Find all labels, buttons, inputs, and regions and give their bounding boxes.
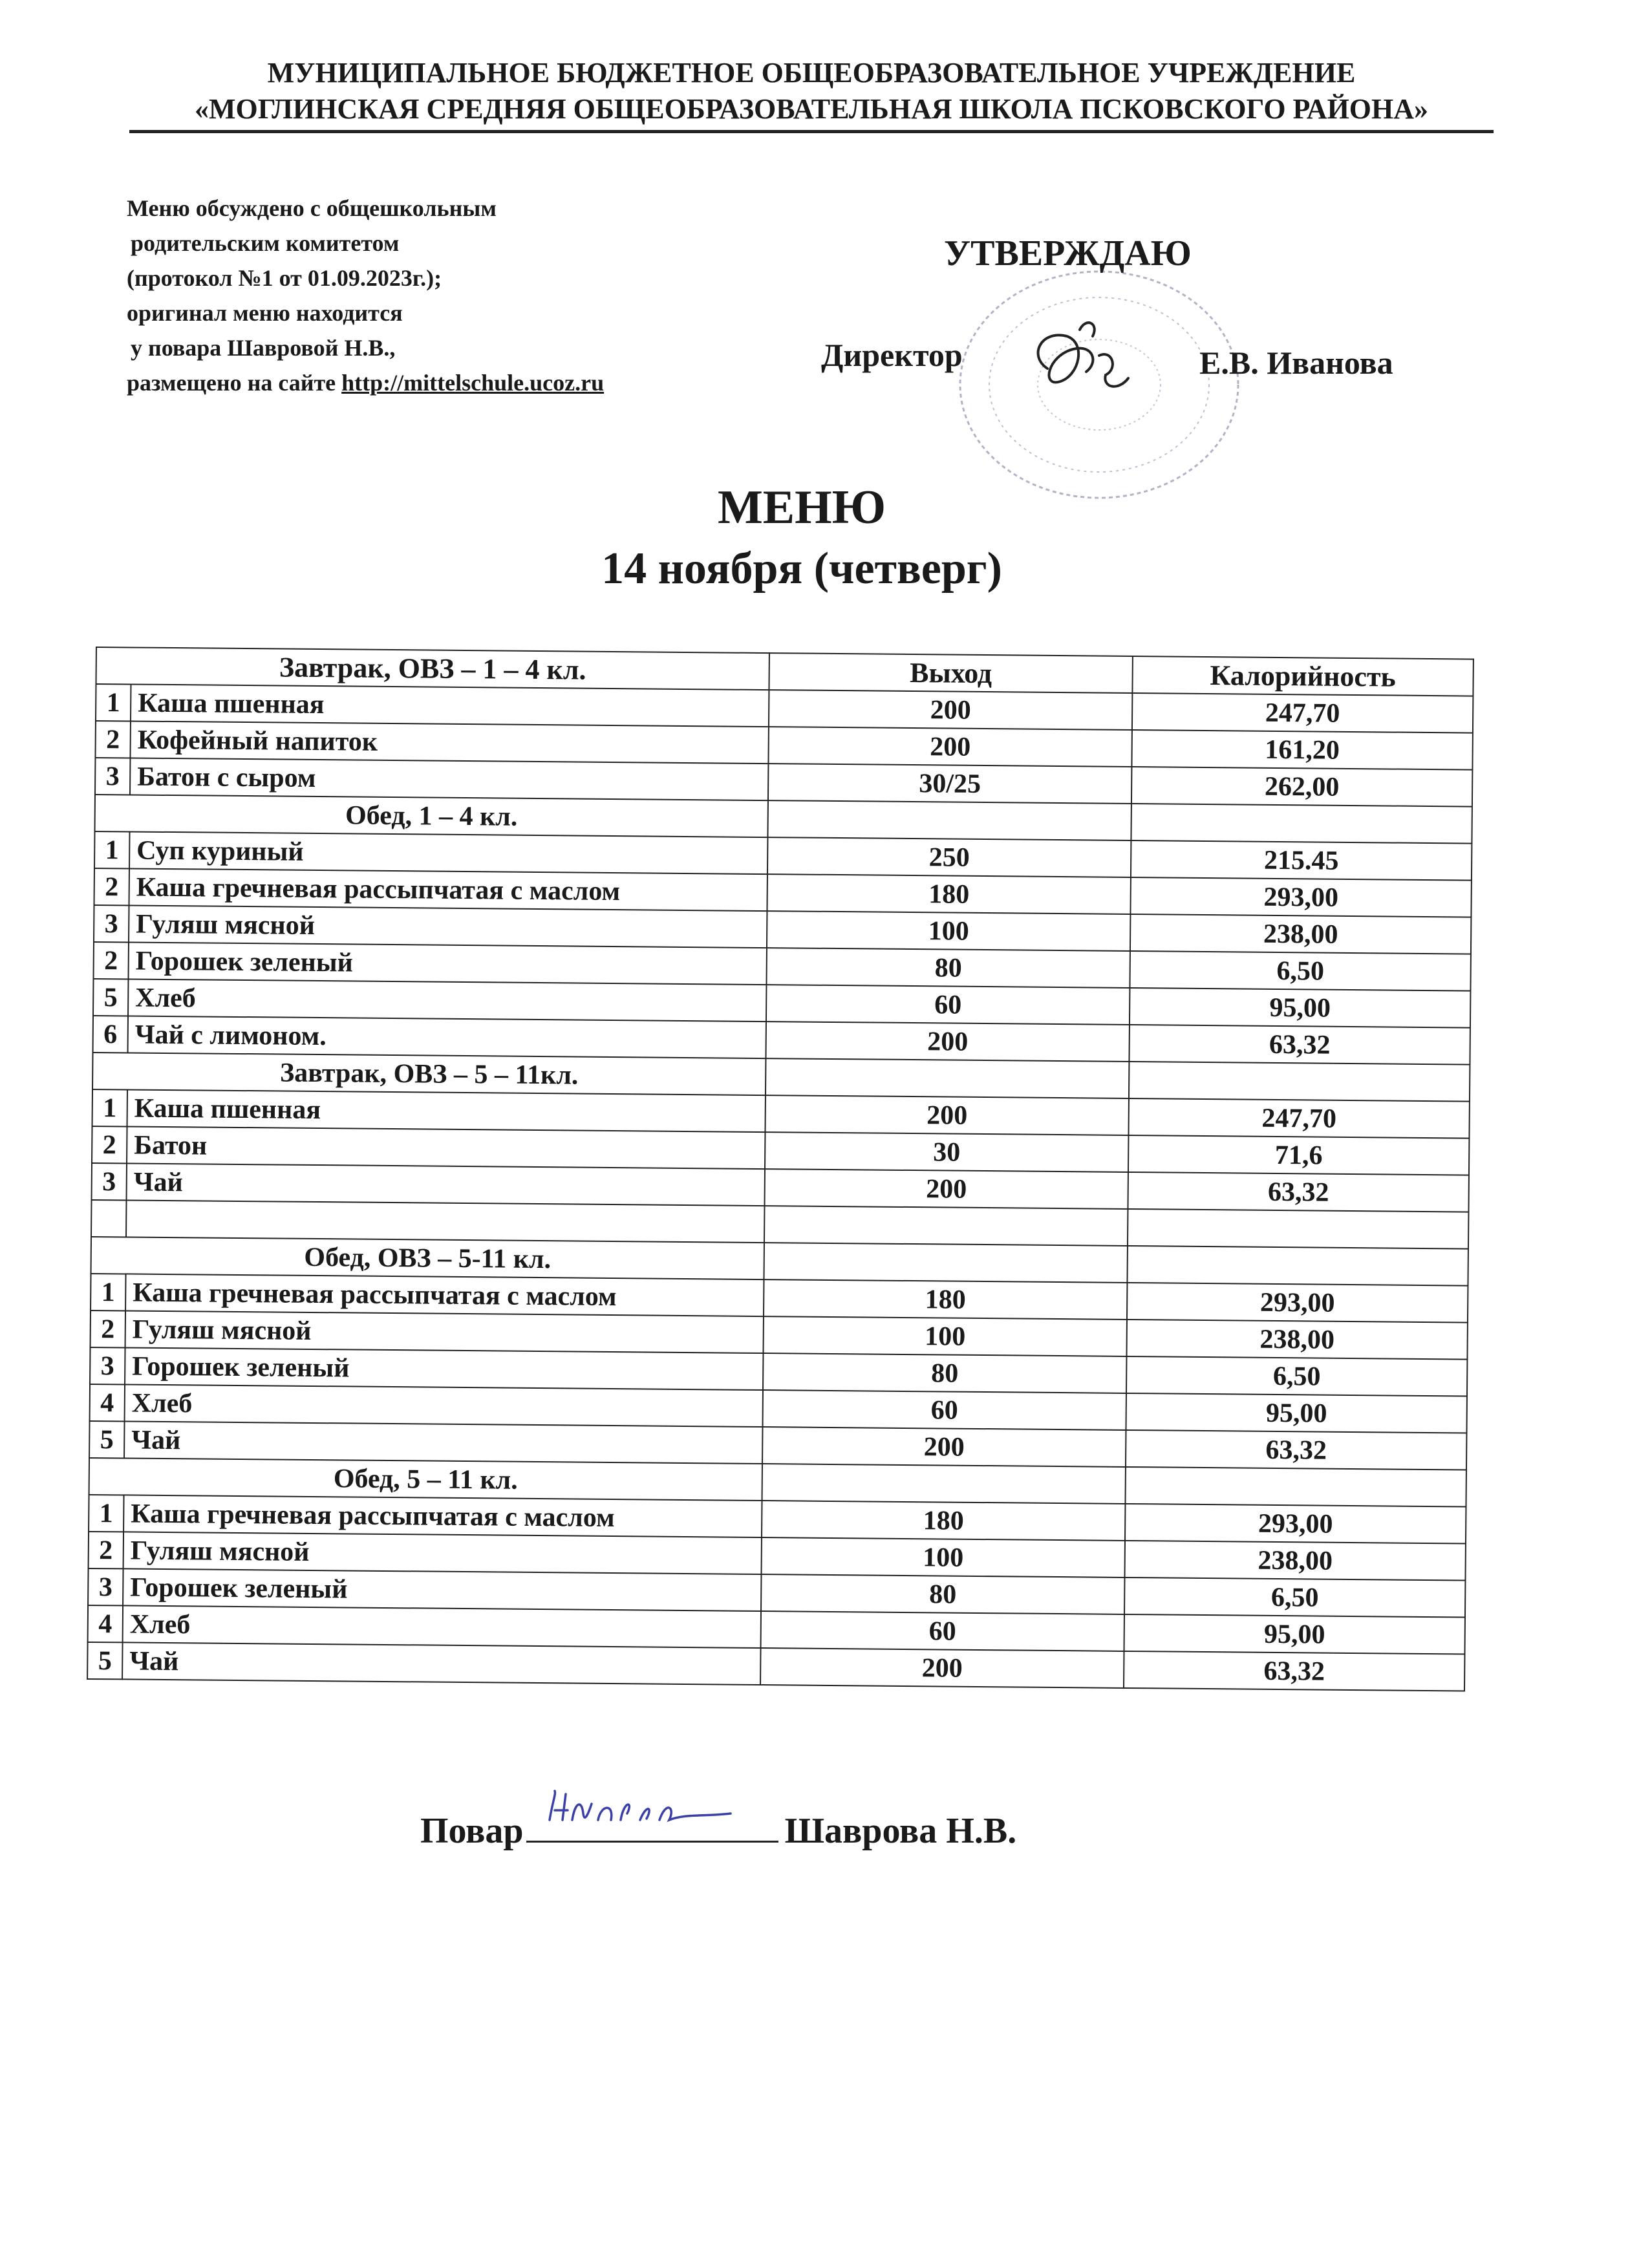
- item-number: 5: [87, 1642, 122, 1679]
- item-number: 1: [96, 684, 131, 721]
- institution-header: [129, 55, 1494, 127]
- section-title: Завтрак, ОВЗ – 1 – 4 кл.: [96, 647, 769, 690]
- dish-name: Чай с лимоном.: [128, 1016, 766, 1058]
- dish-output: [764, 1206, 1128, 1246]
- dish-name: Каша гречневая рассыпчатая с маслом: [125, 1274, 764, 1316]
- dish-calories: 6,50: [1126, 1356, 1467, 1396]
- dish-calories: 238,00: [1124, 1541, 1465, 1581]
- dish-output: 180: [764, 1279, 1127, 1320]
- empty-cell: [767, 800, 1131, 840]
- item-number: 2: [94, 868, 129, 905]
- item-number: 4: [90, 1384, 125, 1421]
- dish-name: Чай: [127, 1163, 765, 1206]
- dish-output: 200: [760, 1648, 1124, 1688]
- empty-cell: [766, 1058, 1129, 1098]
- dish-name: Гуляш мясной: [123, 1532, 762, 1574]
- item-number: 1: [92, 1089, 127, 1126]
- dish-name: Чай: [124, 1421, 762, 1464]
- dish-name: Чай: [122, 1642, 760, 1685]
- dish-calories: 293,00: [1130, 877, 1471, 917]
- director-name: Е.В. Иванова: [1199, 345, 1393, 381]
- empty-cell: [1127, 1246, 1468, 1286]
- dish-name: Каша гречневая рассыпчатая с маслом: [123, 1495, 762, 1537]
- dish-calories: 238,00: [1130, 914, 1471, 954]
- item-number: 3: [90, 1347, 125, 1384]
- column-header-output: Выход: [769, 653, 1132, 693]
- institution-line-2: «МОГЛИНСКАЯ СРЕДНЯЯ ОБЩЕОБРАЗОВАТЕЛЬНАЯ ШКОЛА ПСКОВСКОГО РАЙОНА»: [194, 93, 1429, 125]
- dish-name: Каша пшенная: [127, 1089, 766, 1132]
- item-number: 2: [92, 1126, 127, 1163]
- dish-calories: 6,50: [1130, 951, 1470, 991]
- dish-output: 200: [769, 690, 1132, 730]
- dish-name: Горошек зеленый: [123, 1568, 761, 1611]
- item-number: [91, 1200, 126, 1237]
- note-site-label: размещено на сайте: [127, 370, 342, 396]
- section-title: Обед, ОВЗ – 5-11 кл.: [91, 1237, 764, 1279]
- dish-output: 80: [763, 1353, 1126, 1393]
- section-title: Обед, 1 – 4 кл.: [95, 795, 768, 837]
- director-signature: [1022, 310, 1138, 407]
- dish-name: Горошек зеленый: [125, 1347, 763, 1390]
- dish-output: 200: [765, 1095, 1128, 1135]
- dish-calories: 63,32: [1128, 1172, 1468, 1212]
- dish-calories: 293,00: [1127, 1283, 1468, 1323]
- dish-calories: 63,32: [1129, 1025, 1470, 1065]
- dish-output: 60: [766, 985, 1130, 1025]
- dish-name: [126, 1200, 764, 1243]
- page-title: МЕНЮ: [717, 481, 886, 534]
- item-number: 1: [89, 1495, 123, 1532]
- empty-cell: [762, 1464, 1126, 1504]
- empty-cell: [1131, 804, 1472, 844]
- dish-name: Гуляш мясной: [125, 1311, 764, 1353]
- item-number: 1: [94, 831, 129, 868]
- dish-output: 200: [768, 727, 1131, 767]
- dish-output: 200: [764, 1169, 1128, 1209]
- dish-name: Батон с сыром: [130, 758, 768, 800]
- dish-output: 200: [762, 1427, 1126, 1467]
- item-number: 6: [93, 1016, 128, 1053]
- menu-date: 14 ноября (четверг): [601, 544, 1002, 594]
- approve-heading: УТВЕРЖДАЮ: [944, 233, 1192, 273]
- dish-output: 100: [762, 1537, 1125, 1578]
- dish-calories: 6,50: [1124, 1578, 1465, 1618]
- dish-name: Каша гречневая рассыпчатая с маслом: [129, 868, 767, 911]
- dish-name: Горошек зеленый: [129, 942, 767, 985]
- dish-name: Суп куриный: [129, 831, 767, 874]
- dish-output: 80: [761, 1574, 1124, 1614]
- dish-output: 100: [767, 911, 1130, 951]
- item-number: 3: [94, 905, 129, 942]
- item-number: 5: [89, 1421, 124, 1458]
- item-number: 2: [94, 942, 129, 979]
- dish-output: 250: [767, 837, 1131, 877]
- dish-name: Каша пшенная: [131, 684, 769, 727]
- note-line-3: (протокол №1 от 01.09.2023г.);: [127, 265, 442, 291]
- dish-output: 200: [766, 1022, 1129, 1062]
- dish-name: Батон: [127, 1126, 765, 1169]
- dish-name: Кофейный напиток: [130, 721, 768, 764]
- dish-name: Хлеб: [123, 1605, 761, 1648]
- institution-line-1: МУНИЦИПАЛЬНОЕ БЮДЖЕТНОЕ ОБЩЕОБРАЗОВАТЕЛЬНОЕ УЧРЕЖДЕНИЕ: [267, 57, 1356, 89]
- item-number: 2: [91, 1311, 125, 1347]
- dish-calories: 215.45: [1131, 840, 1472, 881]
- dish-calories: 63,32: [1126, 1430, 1466, 1470]
- menu-table: [87, 647, 1474, 1692]
- item-number: 2: [89, 1532, 123, 1568]
- cook-name: Шаврова Н.В.: [784, 1811, 1017, 1851]
- dish-output: 30: [765, 1132, 1128, 1172]
- dish-output: 30/25: [768, 764, 1131, 804]
- dish-calories: 238,00: [1126, 1320, 1467, 1360]
- item-number: 3: [92, 1163, 127, 1200]
- note-line-4: оригинал меню находится: [127, 300, 403, 326]
- dish-calories: 95,00: [1126, 1393, 1466, 1433]
- dish-name: Гуляш мясной: [129, 905, 767, 948]
- item-number: 4: [88, 1605, 123, 1642]
- item-number: 5: [93, 979, 128, 1016]
- dish-output: 100: [764, 1316, 1127, 1356]
- dish-output: 180: [767, 874, 1130, 914]
- dish-calories: 63,32: [1124, 1651, 1464, 1691]
- item-number: 3: [95, 758, 130, 795]
- item-number: 1: [91, 1274, 125, 1311]
- empty-cell: [764, 1243, 1127, 1283]
- note-line-6: [127, 365, 604, 400]
- dish-calories: [1128, 1209, 1468, 1249]
- cook-label: Повар: [420, 1811, 524, 1851]
- dish-name: Хлеб: [125, 1384, 763, 1427]
- dish-output: 60: [763, 1390, 1126, 1430]
- dish-calories: 161,20: [1131, 730, 1472, 770]
- dish-calories: 95,00: [1124, 1614, 1465, 1654]
- note-line-2: родительским комитетом: [131, 230, 400, 256]
- website-link[interactable]: http://mittelschule.ucoz.ru: [341, 370, 605, 396]
- dish-calories: 247,70: [1132, 693, 1473, 733]
- note-line-1: Меню обсуждено с общешкольным: [127, 195, 497, 221]
- column-header-calories: Калорийность: [1132, 656, 1473, 696]
- dish-calories: 293,00: [1125, 1504, 1466, 1544]
- dish-calories: 262,00: [1131, 767, 1472, 807]
- section-title: Завтрак, ОВЗ – 5 – 11кл.: [92, 1053, 766, 1095]
- director-label: Директор: [821, 337, 963, 373]
- cook-signature: [537, 1775, 769, 1846]
- dish-name: Хлеб: [128, 979, 766, 1022]
- dish-calories: 95,00: [1130, 988, 1470, 1028]
- empty-cell: [1125, 1467, 1466, 1507]
- dish-output: 60: [761, 1611, 1124, 1651]
- section-title: Обед, 5 – 11 кл.: [89, 1458, 762, 1501]
- approval-note: [127, 191, 604, 400]
- dish-output: 80: [766, 948, 1130, 988]
- dish-output: 180: [762, 1501, 1125, 1541]
- dish-calories: 71,6: [1128, 1135, 1469, 1175]
- item-number: 2: [95, 721, 130, 758]
- header-divider: [129, 130, 1494, 133]
- item-number: 3: [88, 1568, 123, 1605]
- dish-calories: 247,70: [1128, 1098, 1469, 1139]
- empty-cell: [1129, 1062, 1470, 1102]
- note-line-5: у повара Шавровой Н.В.,: [131, 335, 396, 361]
